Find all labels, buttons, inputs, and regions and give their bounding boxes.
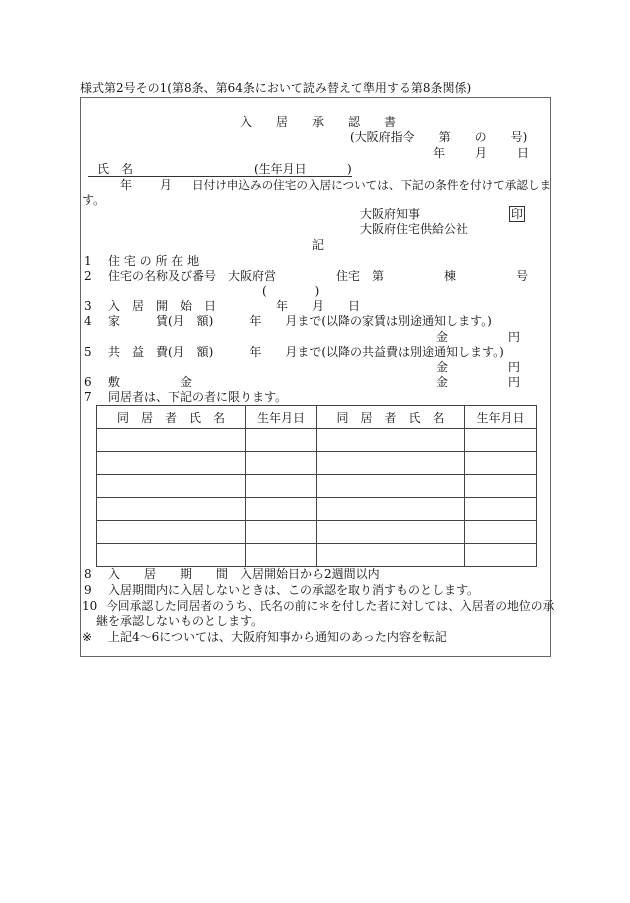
item-number: 4 — [84, 314, 92, 328]
birth-close: ) — [347, 162, 352, 176]
order-number: (大阪府指令 第 の 号) — [350, 130, 528, 144]
table-row — [97, 521, 537, 544]
table-cell — [246, 521, 317, 544]
rent-amount: 金 円 — [436, 330, 521, 344]
table-cell — [317, 429, 465, 452]
item-number: 10 — [82, 599, 98, 613]
table-row — [97, 544, 537, 567]
item-housing-paren: ( ) — [262, 284, 320, 298]
table-cell — [317, 521, 465, 544]
item-number: 3 — [84, 299, 92, 313]
item-succession: 今回承認した同居者のうち、氏名の前に＊を付した者に対しては、入居者の地位の承 — [106, 599, 555, 613]
ki-heading: 記 — [312, 238, 325, 252]
item-number: 8 — [84, 567, 92, 581]
document-title: 入 居 承 認 書 — [240, 115, 397, 129]
table-cell — [317, 475, 465, 498]
form-label: 様式第2号その1(第8条、第64条において読み替えて準用する第8条関係) — [80, 81, 472, 95]
table-cell — [465, 498, 537, 521]
table-cell — [465, 429, 537, 452]
table-cell — [317, 452, 465, 475]
table-row — [97, 498, 537, 521]
table-cell — [246, 429, 317, 452]
body-text-cont: す。 — [82, 193, 106, 207]
deposit-amount: 金 円 — [436, 375, 521, 389]
table-cell — [97, 498, 246, 521]
item-cohabitants: 同居者は、下記の者に限ります。 — [108, 390, 288, 404]
header-birthdate: 生年月日 — [465, 406, 537, 429]
item-cancellation: 入居期間内に入居しないときは、この承認を取り消すものとします。 — [108, 583, 480, 597]
table-cell — [317, 498, 465, 521]
table-cell — [246, 475, 317, 498]
name-underline — [88, 176, 352, 177]
item-number: 1 — [84, 254, 92, 268]
issuer-corporation: 大阪府住宅供給公社 — [360, 222, 469, 236]
table-cell — [97, 475, 246, 498]
body-date: 年 月 — [120, 178, 172, 192]
item-number: 5 — [84, 345, 92, 359]
item-common-fee: 共 益 費(月 額) 年 月まで(以降の共益費は別途通知します。) — [108, 345, 504, 359]
table-cell — [97, 452, 246, 475]
item-succession-cont: 継を承認しないものとします。 — [96, 614, 264, 628]
item-number: 6 — [84, 375, 92, 389]
item-rent: 家 賃(月 額) 年 月まで(以降の家賃は別途通知します。) — [108, 314, 492, 328]
table-header-row — [97, 406, 537, 429]
name-label: 氏 名 — [97, 162, 134, 176]
item-housing-name: 住宅の名称及び番号 大阪府営 住宅 第 棟 号 — [108, 269, 529, 283]
item-deposit: 敷 金 — [108, 375, 193, 389]
table-cell — [97, 544, 246, 567]
table-cell — [465, 521, 537, 544]
table-cell — [97, 429, 246, 452]
table-row — [97, 475, 537, 498]
table-cell — [465, 544, 537, 567]
item-move-in-period: 入 居 期 間 入居開始日から2週間以内 — [108, 567, 380, 581]
item-start-date: 入 居 開 始 日 年 月 日 — [108, 299, 361, 313]
table-row — [97, 452, 537, 475]
table-row — [97, 429, 537, 452]
common-fee-amount: 金 円 — [436, 360, 521, 374]
table-cell — [317, 544, 465, 567]
cohabitant-table — [96, 405, 537, 567]
header-name: 同 居 者 氏 名 — [317, 406, 465, 429]
table-cell — [97, 521, 246, 544]
table-cell — [465, 452, 537, 475]
issue-date: 年 月 日 — [433, 146, 532, 160]
body-text: 日付け申込みの住宅の入居については、下記の条件を付けて承認しま — [192, 178, 552, 192]
header-birthdate: 生年月日 — [246, 406, 317, 429]
header-name: 同 居 者 氏 名 — [97, 406, 246, 429]
item-number: 7 — [84, 390, 92, 404]
table-cell — [246, 498, 317, 521]
note-text: 上記4～6については、大阪府知事から通知のあった内容を転記 — [108, 630, 447, 644]
item-number: 2 — [84, 269, 92, 283]
item-number: 9 — [84, 583, 92, 597]
table-cell — [465, 475, 537, 498]
seal-mark: 印 — [511, 207, 524, 221]
item-location: 住 宅 の 所 在 地 — [108, 254, 200, 268]
note-mark: ※ — [82, 630, 93, 644]
table-cell — [246, 544, 317, 567]
table-cell — [246, 452, 317, 475]
birth-label: (生年月日 — [254, 162, 307, 176]
issuer-governor: 大阪府知事 — [360, 207, 421, 221]
